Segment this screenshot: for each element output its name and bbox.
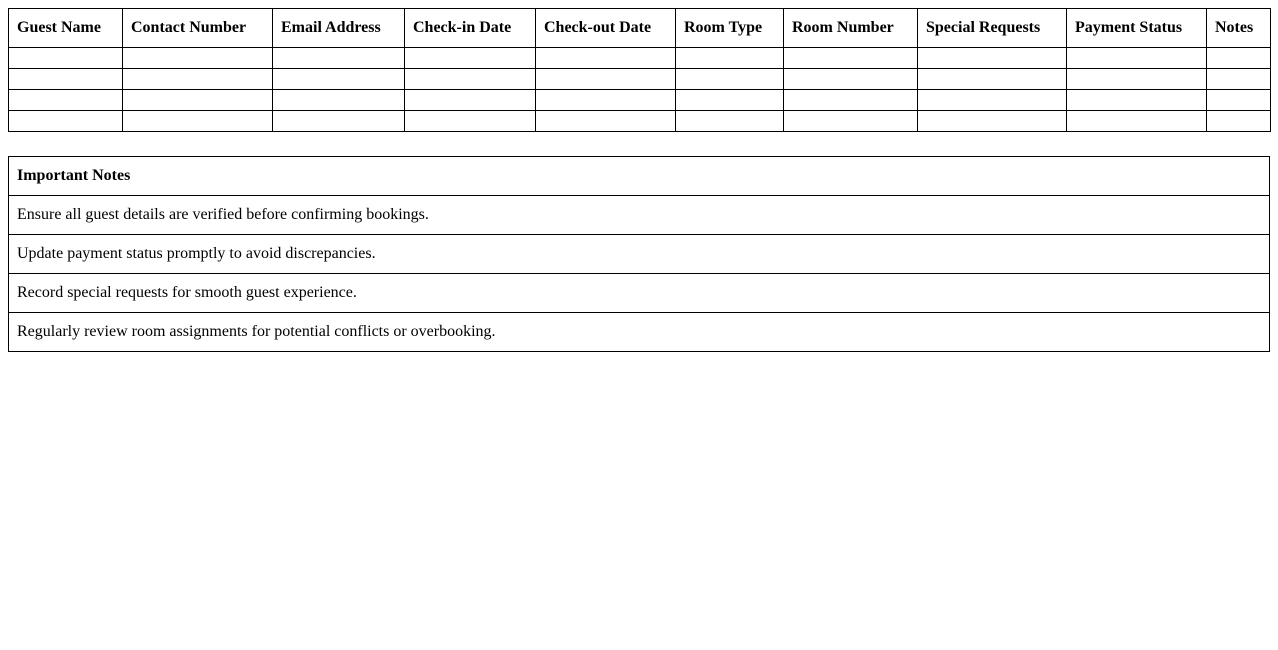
- table-cell[interactable]: [1067, 90, 1207, 111]
- notes-header-row: [9, 157, 1270, 196]
- table-cell[interactable]: [9, 48, 123, 69]
- table-cell[interactable]: [784, 111, 918, 132]
- list-item: [9, 235, 1270, 274]
- table-cell[interactable]: [676, 48, 784, 69]
- table-row: [9, 111, 1271, 132]
- column-header-email-address: Email Address: [273, 9, 405, 48]
- table-cell[interactable]: [676, 69, 784, 90]
- table-cell[interactable]: [123, 48, 273, 69]
- table-cell[interactable]: [9, 69, 123, 90]
- table-cell[interactable]: [123, 69, 273, 90]
- table-cell[interactable]: [536, 48, 676, 69]
- table-cell[interactable]: [405, 111, 536, 132]
- list-item: [9, 313, 1270, 352]
- column-header-contact-number: Contact Number: [123, 9, 273, 48]
- table-cell[interactable]: [405, 69, 536, 90]
- table-row: [9, 90, 1271, 111]
- list-item: [9, 196, 1270, 235]
- table-cell[interactable]: [676, 90, 784, 111]
- important-notes-table: [8, 156, 1270, 352]
- table-cell[interactable]: [273, 48, 405, 69]
- table-cell[interactable]: [1067, 111, 1207, 132]
- table-cell[interactable]: [536, 69, 676, 90]
- table-cell[interactable]: [9, 111, 123, 132]
- table-cell[interactable]: [273, 90, 405, 111]
- table-cell[interactable]: [918, 90, 1067, 111]
- column-header-special-requests: Special Requests: [918, 9, 1067, 48]
- table-cell[interactable]: [784, 48, 918, 69]
- column-header-room-number: Room Number: [784, 9, 918, 48]
- table-cell[interactable]: [784, 69, 918, 90]
- table-cell[interactable]: [1207, 111, 1271, 132]
- table-cell[interactable]: [1067, 48, 1207, 69]
- column-header-guest-name: Guest Name: [9, 9, 123, 48]
- table-cell[interactable]: [9, 90, 123, 111]
- table-cell[interactable]: [1207, 69, 1271, 90]
- table-cell[interactable]: [273, 69, 405, 90]
- table-cell[interactable]: [918, 48, 1067, 69]
- table-cell[interactable]: [676, 111, 784, 132]
- table-cell[interactable]: [784, 90, 918, 111]
- table-cell[interactable]: [123, 90, 273, 111]
- table-cell[interactable]: [405, 48, 536, 69]
- table-row: [9, 69, 1271, 90]
- note-text: Ensure all guest details are verified before confirming bookings.: [9, 196, 1270, 235]
- table-cell[interactable]: [405, 90, 536, 111]
- table-cell[interactable]: [918, 69, 1067, 90]
- page-content: [8, 8, 1270, 352]
- note-text: Regularly review room assignments for potential conflicts or overbooking.: [9, 313, 1270, 352]
- table-header-row: [9, 9, 1271, 48]
- table-cell[interactable]: [1207, 48, 1271, 69]
- table-cell[interactable]: [273, 111, 405, 132]
- guest-registry-table: [8, 8, 1271, 132]
- notes-heading: Important Notes: [9, 157, 1270, 196]
- column-header-check-in-date: Check-in Date: [405, 9, 536, 48]
- note-text: Record special requests for smooth guest experience.: [9, 274, 1270, 313]
- column-header-payment-status: Payment Status: [1067, 9, 1207, 48]
- table-cell[interactable]: [536, 111, 676, 132]
- table-cell[interactable]: [536, 90, 676, 111]
- column-header-notes: Notes: [1207, 9, 1271, 48]
- table-row: [9, 48, 1271, 69]
- table-cell[interactable]: [918, 111, 1067, 132]
- note-text: Update payment status promptly to avoid discrepancies.: [9, 235, 1270, 274]
- table-cell[interactable]: [1207, 90, 1271, 111]
- table-cell[interactable]: [1067, 69, 1207, 90]
- list-item: [9, 274, 1270, 313]
- column-header-check-out-date: Check-out Date: [536, 9, 676, 48]
- table-cell[interactable]: [123, 111, 273, 132]
- column-header-room-type: Room Type: [676, 9, 784, 48]
